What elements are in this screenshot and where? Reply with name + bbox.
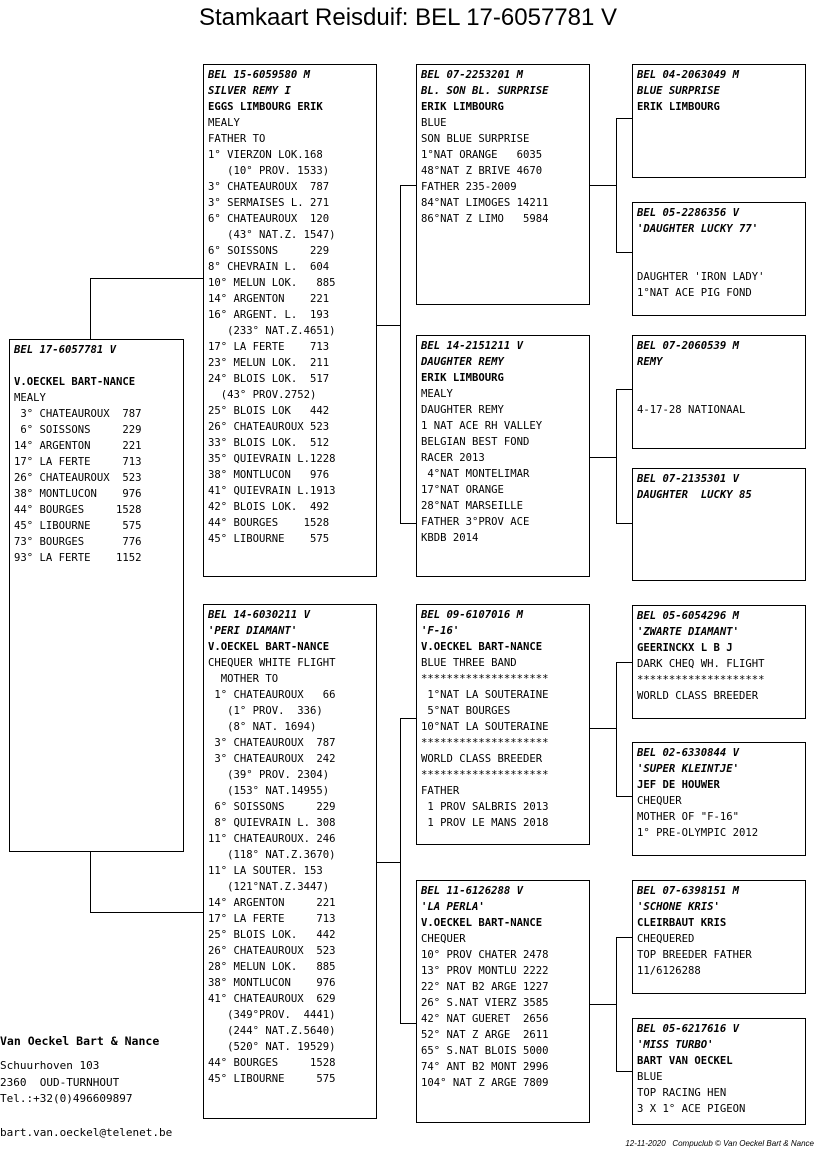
connector-line bbox=[616, 118, 632, 119]
ring-number: BEL 07-2253201 M bbox=[421, 69, 524, 81]
connector-line bbox=[616, 662, 617, 796]
info-line: 73° BOURGES 776 bbox=[14, 536, 142, 548]
pigeon-name: SILVER REMY I bbox=[208, 85, 291, 97]
info-line: 4°NAT MONTELIMAR bbox=[421, 468, 530, 480]
ring-number: BEL 07-2135301 V bbox=[637, 473, 740, 485]
info-line: 13° PROV MONTLU 2222 bbox=[421, 965, 549, 977]
info-line: (244° NAT.Z.5640) bbox=[208, 1025, 336, 1037]
info-line: TOP RACING HEN bbox=[637, 1087, 727, 1099]
pigeon-name: 'LA PERLA' bbox=[421, 901, 485, 913]
info-line: 38° MONTLUCON 976 bbox=[208, 469, 330, 481]
info-line: BELGIAN BEST FOND bbox=[421, 436, 530, 448]
info-line: CHEQUER bbox=[637, 795, 682, 807]
info-line: 65° S.NAT BLOIS 5000 bbox=[421, 1045, 549, 1057]
info-line: (39° PROV. 2304) bbox=[208, 769, 330, 781]
info-line: (1° PROV. 336) bbox=[208, 705, 323, 717]
pigeon-name: 'PERI DIAMANT' bbox=[208, 625, 298, 637]
pigeon-name: BL. SON BL. SURPRISE bbox=[421, 85, 549, 97]
connector-line bbox=[616, 937, 632, 938]
connector-line bbox=[616, 1071, 632, 1072]
info-line: 25° BLOIS LOK. 442 bbox=[208, 929, 336, 941]
info-line: 14° ARGENTON 221 bbox=[208, 293, 330, 305]
info-line: 3° SERMAISES L. 271 bbox=[208, 197, 330, 209]
info-line: 3° CHATEAUROUX 787 bbox=[208, 181, 330, 193]
info-line: DARK CHEQ WH. FLIGHT bbox=[637, 658, 765, 670]
info-line: 17° LA FERTE 713 bbox=[208, 341, 330, 353]
info-line: RACER 2013 bbox=[421, 452, 485, 464]
pigeon-name: BLUE SURPRISE bbox=[637, 85, 720, 97]
info-line: 41° CHATEAUROUX 629 bbox=[208, 993, 336, 1005]
owner-name: Van Oeckel Bart & Nance bbox=[0, 1034, 160, 1048]
info-line: 26° CHATEAUROUX 523 bbox=[208, 945, 336, 957]
pigeon-card-mother bbox=[203, 604, 377, 1119]
info-line: MOTHER TO bbox=[208, 673, 279, 685]
pigeon-card-mff bbox=[632, 605, 806, 719]
connector-line bbox=[589, 185, 616, 186]
connector-line bbox=[90, 278, 91, 340]
info-line: 14° ARGENTON 221 bbox=[14, 440, 142, 452]
info-line: 22° NAT B2 ARGE 1227 bbox=[421, 981, 549, 993]
info-line: (8° NAT. 1694) bbox=[208, 721, 317, 733]
connector-line bbox=[90, 912, 203, 913]
info-line: 16° ARGENT. L. 193 bbox=[208, 309, 330, 321]
info-line: 1° VIERZON LOK.168 bbox=[208, 149, 323, 161]
info-line: BLUE THREE BAND bbox=[421, 657, 517, 669]
info-line: MEALY bbox=[14, 392, 46, 404]
breeder-name: CLEIRBAUT KRIS bbox=[637, 917, 727, 929]
connector-line bbox=[616, 252, 632, 253]
info-line: MOTHER OF "F-16" bbox=[637, 811, 740, 823]
info-line: 3° CHATEAUROUX 787 bbox=[208, 737, 336, 749]
info-line: 26° CHATEAUROUX 523 bbox=[208, 421, 330, 433]
pigeon-name: 'DAUGHTER LUCKY 77' bbox=[637, 223, 759, 235]
breeder-name: ERIK LIMBOURG bbox=[637, 101, 720, 113]
pigeon-card-subject bbox=[9, 339, 184, 852]
connector-line bbox=[400, 718, 401, 1023]
ring-number: BEL 17-6057781 V bbox=[14, 344, 117, 356]
connector-line bbox=[616, 662, 632, 663]
connector-line bbox=[400, 523, 416, 524]
info-line bbox=[637, 253, 802, 269]
pigeon-card-mmm bbox=[632, 1018, 806, 1125]
info-line: 44° BOURGES 1528 bbox=[208, 517, 330, 529]
ring-number: BEL 07-6398151 M bbox=[637, 885, 740, 897]
info-line: 26° CHATEAUROUX 523 bbox=[14, 472, 142, 484]
pigeon-name: 'ZWARTE DIAMANT' bbox=[637, 626, 740, 638]
pigeon-card-ffm bbox=[632, 202, 806, 316]
connector-line bbox=[376, 862, 400, 863]
info-line: 5°NAT BOURGES bbox=[421, 705, 511, 717]
info-line: 38° MONTLUCON 976 bbox=[208, 977, 336, 989]
info-line: 84°NAT LIMOGES 14211 bbox=[421, 197, 549, 209]
info-line: FATHER 3°PROV ACE bbox=[421, 516, 530, 528]
ring-number: BEL 14-6030211 V bbox=[208, 609, 311, 621]
info-line: 48°NAT Z BRIVE 4670 bbox=[421, 165, 543, 177]
info-line: 104° NAT Z ARGE 7809 bbox=[421, 1077, 549, 1089]
info-line: 17°NAT ORANGE bbox=[421, 484, 504, 496]
connector-line bbox=[616, 523, 632, 524]
pigeon-card-ff bbox=[416, 64, 590, 305]
ring-number: BEL 05-6054296 M bbox=[637, 610, 740, 622]
owner-phone: Tel.:+32(0)496609897 bbox=[0, 1092, 133, 1105]
info-line: 44° BOURGES 1528 bbox=[208, 1057, 336, 1069]
connector-line bbox=[400, 1023, 416, 1024]
footer bbox=[625, 1139, 814, 1148]
ring-number: BEL 14-2151211 V bbox=[421, 340, 524, 352]
info-line: CHEQUERED bbox=[637, 933, 695, 945]
connector-line bbox=[616, 118, 617, 252]
breeder-name: ERIK LIMBOURG bbox=[421, 372, 504, 384]
info-line: (118° NAT.Z.3670) bbox=[208, 849, 336, 861]
info-line: 45° LIBOURNE 575 bbox=[14, 520, 142, 532]
pigeon-card-fff bbox=[632, 64, 806, 178]
pigeon-card-mmf bbox=[632, 880, 806, 994]
breeder-name: JEF DE HOUWER bbox=[637, 779, 720, 791]
pigeon-name: REMY bbox=[637, 356, 663, 368]
info-line: 11/6126288 bbox=[637, 965, 701, 977]
connector-line bbox=[616, 389, 617, 523]
info-line: 23° MELUN LOK. 211 bbox=[208, 357, 330, 369]
breeder-name: BART VAN OECKEL bbox=[637, 1055, 733, 1067]
breeder-name: GEERINCKX L B J bbox=[637, 642, 733, 654]
info-line: (349°PROV. 4441) bbox=[208, 1009, 336, 1021]
info-line: 42° NAT GUERET 2656 bbox=[421, 1013, 549, 1025]
info-line: 1°NAT LA SOUTERAINE bbox=[421, 689, 549, 701]
info-line: 1 PROV LE MANS 2018 bbox=[421, 817, 549, 829]
info-line: CHEQUER WHITE FLIGHT bbox=[208, 657, 336, 669]
breeder-name: ERIK LIMBOURG bbox=[421, 101, 504, 113]
info-line: KBDB 2014 bbox=[421, 532, 479, 544]
connector-line bbox=[616, 796, 632, 797]
ring-number: BEL 15-6059580 M bbox=[208, 69, 311, 81]
connector-line bbox=[400, 185, 401, 523]
info-line: 17° LA FERTE 713 bbox=[208, 913, 336, 925]
breeder-name bbox=[637, 370, 802, 386]
info-line: FATHER TO bbox=[208, 133, 266, 145]
info-line: 11° LA SOUTER. 153 bbox=[208, 865, 323, 877]
info-line: 24° BLOIS LOK. 517 bbox=[208, 373, 330, 385]
connector-line bbox=[90, 278, 203, 279]
breeder-name: V.OECKEL BART-NANCE bbox=[421, 917, 543, 929]
info-line: DAUGHTER REMY bbox=[421, 404, 504, 416]
owner-city: 2360 OUD-TURNHOUT bbox=[0, 1076, 120, 1089]
info-line: 33° BLOIS LOK. 512 bbox=[208, 437, 330, 449]
breeder-name: EGGS LIMBOURG ERIK bbox=[208, 101, 323, 113]
pigeon-name: 'F-16' bbox=[421, 625, 460, 637]
pigeon-name: 'SCHONE KRIS' bbox=[637, 901, 720, 913]
info-line: (520° NAT. 19529) bbox=[208, 1041, 336, 1053]
info-line: 3° CHATEAUROUX 242 bbox=[208, 753, 336, 765]
info-line: 93° LA FERTE 1152 bbox=[14, 552, 142, 564]
pigeon-name: DAUGHTER LUCKY 85 bbox=[637, 489, 752, 501]
connector-line bbox=[589, 728, 616, 729]
info-line: 28°NAT MARSEILLE bbox=[421, 500, 524, 512]
info-line: DAUGHTER 'IRON LADY' bbox=[637, 271, 765, 283]
info-line: BLUE bbox=[421, 117, 447, 129]
info-line: 35° QUIEVRAIN L.1228 bbox=[208, 453, 336, 465]
breeder-name: V.OECKEL BART-NANCE bbox=[421, 641, 543, 653]
info-line: 1° CHATEAUROUX 66 bbox=[208, 689, 336, 701]
info-line: CHEQUER bbox=[421, 933, 466, 945]
info-line: 4-17-28 NATIONAAL bbox=[637, 404, 746, 416]
info-line: 3° CHATEAUROUX 787 bbox=[14, 408, 142, 420]
info-line: (43° NAT.Z. 1547) bbox=[208, 229, 336, 241]
info-line: FATHER bbox=[421, 785, 460, 797]
info-line: 38° MONTLUCON 976 bbox=[14, 488, 142, 500]
info-line: 45° LIBOURNE 575 bbox=[208, 533, 330, 545]
pigeon-card-father bbox=[203, 64, 377, 577]
connector-line bbox=[400, 718, 416, 719]
info-line: 10° PROV CHATER 2478 bbox=[421, 949, 549, 961]
pigeon-card-mfm bbox=[632, 742, 806, 856]
connector-line bbox=[616, 389, 632, 390]
ring-number: BEL 05-6217616 V bbox=[637, 1023, 740, 1035]
info-line: ******************** bbox=[421, 769, 549, 781]
connector-line bbox=[400, 185, 416, 186]
info-line: FATHER 235-2009 bbox=[421, 181, 517, 193]
info-line: 44° BOURGES 1528 bbox=[14, 504, 142, 516]
info-line: 74° ANT B2 MONT 2996 bbox=[421, 1061, 549, 1073]
info-line: (10° PROV. 1533) bbox=[208, 165, 330, 177]
breeder-name bbox=[637, 237, 802, 253]
info-line: 6° SOISSONS 229 bbox=[208, 801, 336, 813]
info-line: 10° MELUN LOK. 885 bbox=[208, 277, 336, 289]
info-line: 8° QUIEVRAIN L. 308 bbox=[208, 817, 336, 829]
info-line: 1 PROV SALBRIS 2013 bbox=[421, 801, 549, 813]
info-line: (153° NAT.14955) bbox=[208, 785, 330, 797]
info-line: (121°NAT.Z.3447) bbox=[208, 881, 330, 893]
info-line: 45° LIBOURNE 575 bbox=[208, 1073, 336, 1085]
info-line bbox=[637, 386, 802, 402]
info-line: WORLD CLASS BREEDER bbox=[421, 753, 543, 765]
footer-credit: Compuclub © Van Oeckel Bart & Nance bbox=[672, 1139, 814, 1148]
breeder-name: V.OECKEL BART-NANCE bbox=[208, 641, 330, 653]
ring-number: BEL 04-2063049 M bbox=[637, 69, 740, 81]
pigeon-card-fm bbox=[416, 335, 590, 577]
info-line: 11° CHATEAUROUX. 246 bbox=[208, 833, 336, 845]
pigeon-name: DAUGHTER REMY bbox=[421, 356, 504, 368]
info-line: 3 X 1° ACE PIGEON bbox=[637, 1103, 746, 1115]
info-line: MEALY bbox=[421, 388, 453, 400]
info-line: ******************** bbox=[421, 737, 549, 749]
info-line: 14° ARGENTON 221 bbox=[208, 897, 336, 909]
page-title: Stamkaart Reisduif: BEL 17-6057781 V bbox=[198, 4, 618, 31]
ring-number: BEL 11-6126288 V bbox=[421, 885, 524, 897]
info-line: 1°NAT ORANGE 6035 bbox=[421, 149, 543, 161]
connector-line bbox=[589, 457, 616, 458]
footer-date: 12-11-2020 bbox=[625, 1139, 666, 1148]
info-line: 10°NAT LA SOUTERAINE bbox=[421, 721, 549, 733]
info-line: 8° CHEVRAIN L. 604 bbox=[208, 261, 330, 273]
info-line: MEALY bbox=[208, 117, 240, 129]
ring-number: BEL 05-2286356 V bbox=[637, 207, 740, 219]
pigeon-name: 'MISS TURBO' bbox=[637, 1039, 714, 1051]
owner-street: Schuurhoven 103 bbox=[0, 1059, 100, 1072]
pigeon-name: 'SUPER KLEINTJE' bbox=[637, 763, 740, 775]
breeder-name: V.OECKEL BART-NANCE bbox=[14, 376, 136, 388]
ring-number: BEL 02-6330844 V bbox=[637, 747, 740, 759]
info-line: (43° PROV.2752) bbox=[208, 389, 317, 401]
info-line: ******************** bbox=[637, 674, 765, 686]
info-line: 1° PRE-OLYMPIC 2012 bbox=[637, 827, 759, 839]
info-line: 6° SOISSONS 229 bbox=[208, 245, 330, 257]
info-line: 6° SOISSONS 229 bbox=[14, 424, 142, 436]
connector-line bbox=[376, 325, 400, 326]
ring-number: BEL 07-2060539 M bbox=[637, 340, 740, 352]
info-line: (233° NAT.Z.4651) bbox=[208, 325, 336, 337]
connector-line bbox=[589, 1004, 616, 1005]
info-line: 17° LA FERTE 713 bbox=[14, 456, 142, 468]
info-line: ******************** bbox=[421, 673, 549, 685]
info-line: 6° CHATEAUROUX 120 bbox=[208, 213, 330, 225]
info-line: 86°NAT Z LIMO 5984 bbox=[421, 213, 549, 225]
info-line: 28° MELUN LOK. 885 bbox=[208, 961, 336, 973]
connector-line bbox=[90, 851, 91, 912]
pigeon-card-mf bbox=[416, 604, 590, 845]
info-line: TOP BREEDER FATHER bbox=[637, 949, 752, 961]
connector-line bbox=[616, 937, 617, 1071]
pigeon-card-fmf bbox=[632, 335, 806, 449]
info-line: BLUE bbox=[637, 1071, 663, 1083]
info-line: 41° QUIEVRAIN L.1913 bbox=[208, 485, 336, 497]
info-line: 52° NAT Z ARGE 2611 bbox=[421, 1029, 549, 1041]
info-line: 1 NAT ACE RH VALLEY bbox=[421, 420, 543, 432]
info-line: 25° BLOIS LOK 442 bbox=[208, 405, 330, 417]
info-line: 42° BLOIS LOK. 492 bbox=[208, 501, 330, 513]
info-line: 1°NAT ACE PIG FOND bbox=[637, 287, 752, 299]
info-line: 26° S.NAT VIERZ 3585 bbox=[421, 997, 549, 1009]
info-line: WORLD CLASS BREEDER bbox=[637, 690, 759, 702]
info-line: SON BLUE SURPRISE bbox=[421, 133, 530, 145]
pigeon-card-fmm bbox=[632, 468, 806, 581]
ring-number: BEL 09-6107016 M bbox=[421, 609, 524, 621]
pigeon-card-mm bbox=[416, 880, 590, 1123]
owner-email[interactable]: bart.van.oeckel@telenet.be bbox=[0, 1126, 173, 1139]
